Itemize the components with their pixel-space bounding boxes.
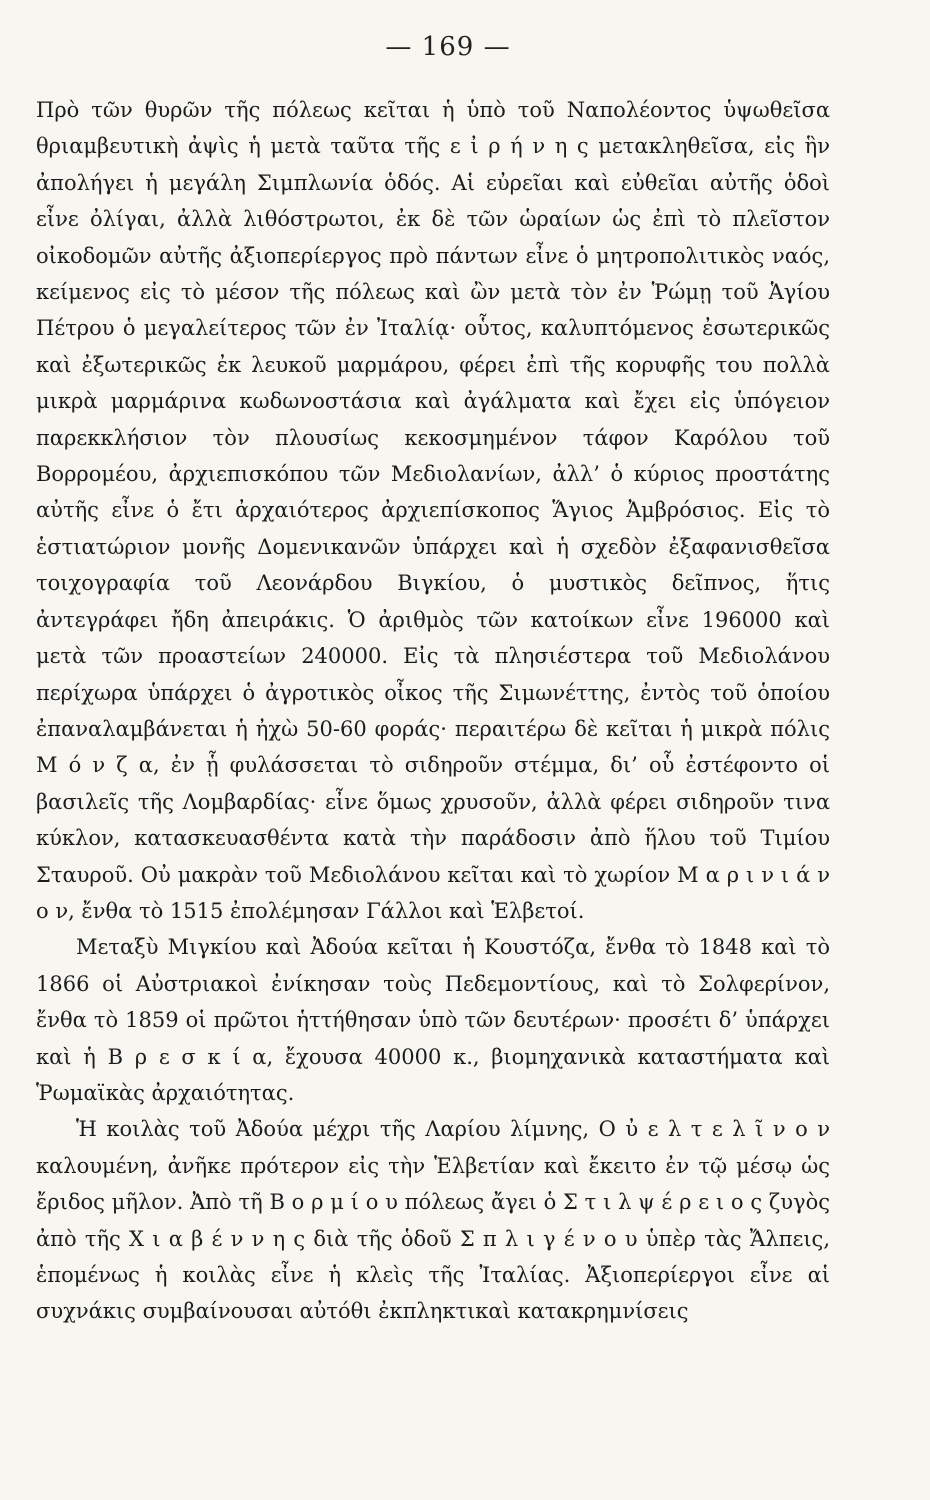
- paragraph-valtellina: Ἡ κοιλὰς τοῦ Ἀδούα μέχρι τῆς Λαρίου λίμνης, Ο ὐ ε λ τ ε λ ῖ ν ο ν καλουμένη, ἀνῆκε πρότερον εἰς τὴν Ἑλβετίαν καὶ ἔκειτο ἐν τῷ μέσῳ ὡς ἔριδος μῆλον. Ἀπὸ τῆ Β ο ρ μ ί ο υ πόλεως ἄγει ὁ Σ τ ι λ ψ έ ρ ε ι ο ς ζυγὸς ἀπὸ τῆς Χ ι α β έ ν ν η ς διὰ τῆς ὁδοῦ Σ π λ ι γ έ ν ο υ ὑπὲρ τὰς Ἄλπεις, ἑπομένως ἡ κοιλὰς εἶνε ἡ κλεὶς τῆς Ἰταλίας. Ἀξιοπερίεργοι εἶνε αἱ συχνάκις συμβαίνουσαι αὐτόθι ἐκπληκτικαὶ κατακρημνίσεις: [36, 1117, 830, 1324]
- paragraph-milan: Πρὸ τῶν θυρῶν τῆς πόλεως κεῖται ἡ ὑπὸ τοῦ Ναπολέοντος ὑψωθεῖσα θριαμβευτικὴ ἀψὶς ἡ μετὰ ταῦτα τῆς ε ἰ ρ ή ν η ς μετακληθεῖσα, εἰς ἣν ἀπολήγει ἡ μεγάλη Σιμπλωνία ὁδός. Αἱ εὐρεῖαι καὶ εὐθεῖαι αὐτῆς ὁδοὶ εἶνε ὀλίγαι, ἀλλὰ λιθόστρωτοι, ἐκ δὲ τῶν ὡραίων ὡς ἐπὶ τὸ πλεῖστον οἰκοδομῶν αὐτῆς ἀξιοπερίεργος πρὸ πάντων εἶνε ὁ μητροπολιτικὸς ναός, κείμενος εἰς τὸ μέσον τῆς πόλεως καὶ ὢν μετὰ τὸν ἐν Ῥώμῃ τοῦ Ἁγίου Πέτρου ὁ μεγαλείτερος τῶν ἐν Ἰταλίᾳ· οὗτος, καλυπτόμενος ἐσωτερικῶς καὶ ἐξωτερικῶς ἐκ λευκοῦ μαρμάρου, φέρει ἐπὶ τῆς κορυφῆς του πολλὰ μικρὰ μαρμάρινα κωδωνοστάσια καὶ ἀγάλματα καὶ ἔχει εἰς ὑπόγειον παρεκκλήσιον τὸν πλουσίως κεκοσμημένον τάφον Καρόλου τοῦ Βορρομέου, ἀρχιεπισκόπου τῶν Μεδιολανίων, ἀλλ’ ὁ κύριος προστάτης αὐτῆς εἶνε ὁ ἔτι ἀρχαιότερος ἀρχιεπίσκοπος Ἅγιος Ἀμβρόσιος. Εἰς τὸ ἑστιατώριον μονῆς Δομενικανῶν ὑπάρχει καὶ ἡ σχεδὸν ἐξαφανισθεῖσα τοιχογραφία τοῦ Λεονάρδου Βιγκίου, ὁ μυστικὸς δεῖπνος, ἥτις ἀντεγράφει ἤδη ἀπειράκις. Ὁ ἀριθμὸς τῶν κατοίκων εἶνε 196000 καὶ μετὰ τῶν προαστείων 240000. Εἰς τὰ πλησιέστερα τοῦ Μεδιολάνου περίχωρα ὑπάρχει ὁ ἀγροτικὸς οἶκος τῆς Σιμωνέττης, ἐντὸς τοῦ ὁποίου ἐπαναλαμβάνεται ἡ ἠχὼ 50-60 φοράς· περαιτέρω δὲ κεῖται ἡ μικρὰ πόλις Μ ό ν ζ α, ἐν ᾗ φυλάσσεται τὸ σιδηροῦν στέμμα, δι’ οὗ ἐστέφοντο οἱ βασιλεῖς τῆς Λομβαρδίας· εἶνε ὅμως χρυσοῦν, ἀλλὰ φέρει σιδηροῦν τινα κύκλον, κατασκευασθέντα κατὰ τὴν παράδοσιν ἀπὸ ἥλου τοῦ Τιμίου Σταυροῦ. Οὐ μακρὰν τοῦ Μεδιολάνου κεῖται καὶ τὸ χωρίον Μ α ρ ι ν ι ά ν ο ν, ἔνθα τὸ 1515 ἐπολέμησαν Γάλλοι καὶ Ἑλβετοί.: [36, 98, 830, 923]
- paragraph-custoza: Μεταξὺ Μιγκίου καὶ Ἀδούα κεῖται ἡ Κουστόζα, ἔνθα τὸ 1848 καὶ τὸ 1866 οἱ Αὐστριακοὶ ἐνίκησαν τοὺς Πεδεμοντίους, καὶ τὸ Σολφερίνον, ἔνθα τὸ 1859 οἱ πρῶτοι ἡττήθησαν ὑπὸ τῶν δευτέρων· προσέτι δ’ ὑπάρχει καὶ ἡ Β ρ ε σ κ ί α, ἔχουσα 40000 κ., βιομηχανικὰ καταστήματα καὶ Ῥωμαϊκὰς ἀρχαιότητας.: [36, 935, 830, 1105]
- page-number: — 169 —: [385, 32, 511, 62]
- body-text: [36, 92, 830, 1330]
